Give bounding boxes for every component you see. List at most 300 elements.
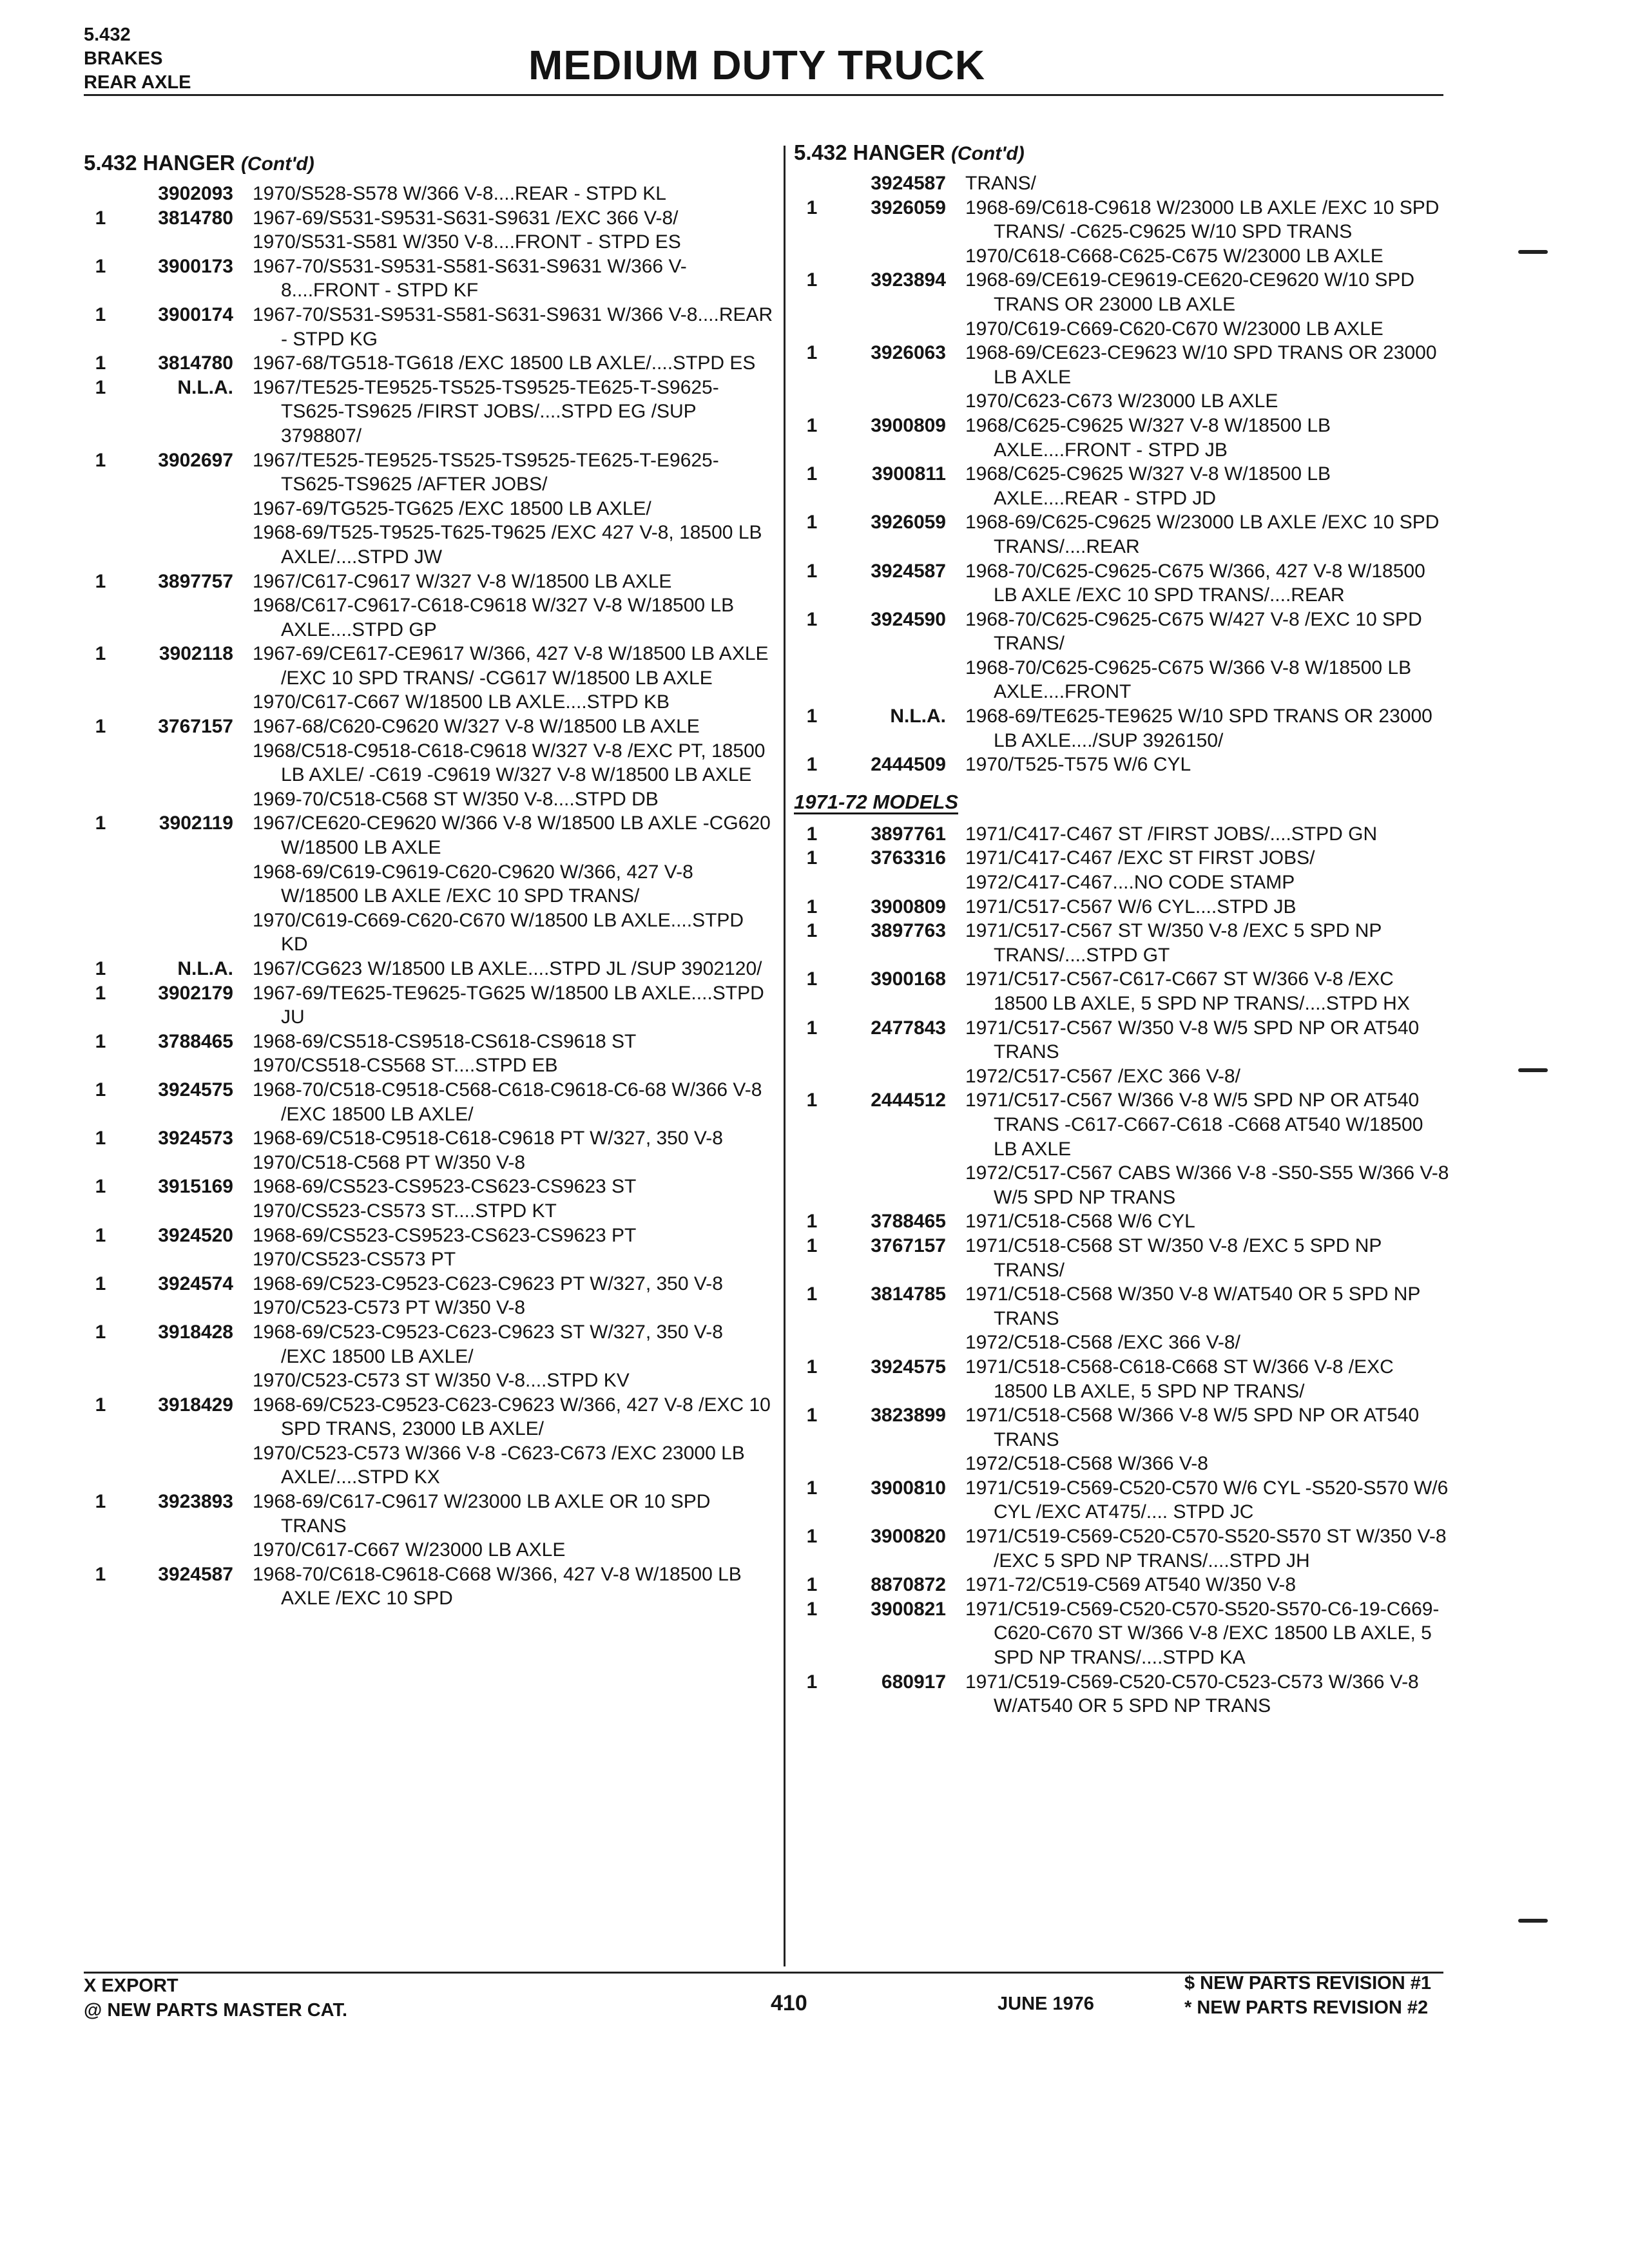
part-entry bbox=[84, 1126, 773, 1175]
column-divider bbox=[784, 146, 786, 1966]
application-line: 1971/C417-C467 ST /FIRST JOBS/....STPD GN bbox=[965, 823, 1378, 845]
application-line: 1968-69/C523-C9523-C623-C9623 ST W/327, 350 V-8 /EXC 18500 LB AXLE/ bbox=[253, 1321, 723, 1367]
part-application bbox=[965, 559, 1451, 608]
application-line: 1971/C518-C568 W/6 CYL bbox=[965, 1211, 1195, 1233]
part-quantity: 1 bbox=[806, 512, 818, 533]
part-application bbox=[965, 919, 1451, 967]
part-entry bbox=[794, 341, 1451, 414]
application-line: 1972/C417-C467....NO CODE STAMP bbox=[965, 872, 1295, 894]
part-entry bbox=[794, 822, 1451, 847]
part-number: 2477843 bbox=[871, 1017, 946, 1039]
part-quantity: 1 bbox=[806, 463, 818, 485]
part-entry bbox=[84, 1562, 773, 1611]
part-application bbox=[253, 255, 773, 303]
page-header-labels bbox=[84, 23, 191, 95]
part-application bbox=[253, 1224, 773, 1272]
application-line: 1970/C523-C573 PT W/350 V-8 bbox=[253, 1297, 526, 1319]
part-application bbox=[965, 196, 1451, 269]
application-line: 1970/C518-C568 PT W/350 V-8 bbox=[253, 1151, 526, 1173]
part-entry bbox=[794, 919, 1451, 967]
part-application bbox=[253, 642, 773, 715]
application-line: 1967-70/S531-S9531-S581-S631-S9631 W/366 V-8....REAR - STPD KG bbox=[253, 303, 773, 350]
part-application bbox=[965, 341, 1451, 414]
part-quantity: 1 bbox=[95, 982, 106, 1004]
part-entry bbox=[84, 1224, 773, 1272]
part-application bbox=[253, 1272, 773, 1320]
part-application bbox=[965, 1597, 1451, 1670]
part-entry bbox=[794, 1670, 1451, 1718]
application-line: 1972/C517-C567 CABS W/366 V-8 -S50-S55 W/366 V-8 W/5 SPD NP TRANS bbox=[965, 1162, 1449, 1208]
section-code: 5.432 bbox=[84, 24, 131, 45]
application-line: 1970/C617-C667 W/23000 LB AXLE bbox=[253, 1539, 566, 1561]
part-number: 3767157 bbox=[158, 716, 233, 738]
application-line: 1971/C519-C569-C520-C570 W/6 CYL -S520-S570 W/6 CYL /EXC AT475/.... STPD JC bbox=[965, 1477, 1449, 1523]
application-line: 1968-69/C617-C9617 W/23000 LB AXLE OR 10 SPD TRANS bbox=[253, 1491, 711, 1537]
application-line: 1971-72/C519-C569 AT540 W/350 V-8 bbox=[965, 1574, 1296, 1596]
part-application bbox=[253, 303, 773, 351]
part-application bbox=[253, 715, 773, 811]
application-line: 1970/CS523-CS573 PT bbox=[253, 1249, 456, 1271]
part-application bbox=[253, 1320, 773, 1393]
header-divider bbox=[84, 94, 1443, 96]
part-entry bbox=[794, 414, 1451, 462]
part-quantity: 1 bbox=[95, 1321, 106, 1343]
part-application bbox=[965, 822, 1451, 847]
part-number: 3902119 bbox=[159, 812, 233, 834]
part-number: 3902118 bbox=[159, 643, 233, 665]
application-line: 1971/C518-C568 ST W/350 V-8 /EXC 5 SPD NP TRANS/ bbox=[965, 1235, 1382, 1281]
part-number: 3900811 bbox=[871, 463, 946, 485]
part-number: 3814780 bbox=[158, 352, 233, 374]
margin-tick-mark bbox=[1518, 1919, 1548, 1923]
part-application bbox=[253, 1562, 773, 1611]
part-quantity: 1 bbox=[95, 570, 106, 592]
application-line: 1967-68/C620-C9620 W/327 V-8 W/18500 LB AXLE bbox=[253, 716, 700, 738]
part-number: 3902093 bbox=[158, 183, 233, 204]
part-number: 3924590 bbox=[871, 608, 946, 630]
part-number: N.L.A. bbox=[890, 706, 946, 727]
application-line: 1968/C625-C9625 W/327 V-8 W/18500 LB AXLE....FRONT - STPD JB bbox=[965, 414, 1331, 461]
part-quantity: 1 bbox=[806, 560, 818, 582]
part-number: 3923894 bbox=[871, 269, 946, 291]
application-line: 1968-69/C523-C9523-C623-C9623 W/366, 427 V-8 /EXC 10 SPD TRANS, 23000 LB AXLE/ bbox=[253, 1394, 771, 1440]
part-entry bbox=[794, 967, 1451, 1015]
application-line: TRANS/ bbox=[965, 173, 1037, 194]
part-entry bbox=[84, 303, 773, 351]
application-line: 1967-69/S531-S9531-S631-S9631 /EXC 366 V-8/ bbox=[253, 207, 679, 229]
part-number: 3924587 bbox=[871, 560, 946, 582]
application-line: 1968-69/T525-T9525-T625-T9625 /EXC 427 V-8, 18500 LB AXLE/....STPD JW bbox=[253, 522, 762, 568]
part-quantity: 1 bbox=[806, 608, 818, 630]
part-application bbox=[965, 1355, 1451, 1403]
part-entry bbox=[794, 704, 1451, 753]
part-application bbox=[965, 753, 1451, 777]
part-application bbox=[253, 376, 773, 448]
part-quantity: 1 bbox=[806, 1477, 818, 1499]
part-quantity: 1 bbox=[806, 968, 818, 990]
part-number: 3902697 bbox=[158, 449, 233, 471]
application-line: 1968-69/CE619-CE9619-CE620-CE9620 W/10 SPD TRANS OR 23000 LB AXLE bbox=[965, 269, 1415, 315]
application-line: 1971/C518-C568-C618-C668 ST W/366 V-8 /EXC 18500 LB AXLE, 5 SPD NP TRANS/ bbox=[965, 1356, 1394, 1402]
part-number: 3900820 bbox=[871, 1526, 946, 1548]
part-entry bbox=[84, 1175, 773, 1223]
part-application bbox=[965, 1476, 1451, 1524]
part-application bbox=[253, 1030, 773, 1078]
part-number: 3915169 bbox=[158, 1176, 233, 1198]
part-entry bbox=[794, 1597, 1451, 1670]
application-line: 1968-69/C618-C9618 W/23000 LB AXLE /EXC 10 SPD TRANS/ -C625-C9625 W/10 SPD TRANS bbox=[965, 197, 1440, 243]
part-entry bbox=[84, 570, 773, 642]
part-number: 3918428 bbox=[158, 1321, 233, 1343]
application-line: 1970/C523-C573 W/366 V-8 -C623-C673 /EXC 23000 LB AXLE/....STPD KX bbox=[253, 1442, 745, 1488]
footer-date: JUNE 1976 bbox=[998, 1994, 1094, 2014]
part-entry bbox=[84, 1320, 773, 1393]
part-number: 3902179 bbox=[158, 982, 233, 1004]
footer-revision-1: $ NEW PARTS REVISION #1 bbox=[1184, 1973, 1431, 1994]
part-number: 3926059 bbox=[871, 512, 946, 533]
part-quantity: 1 bbox=[95, 352, 106, 374]
part-entry bbox=[794, 895, 1451, 919]
part-entry bbox=[84, 1393, 773, 1490]
part-number: 3918429 bbox=[158, 1394, 233, 1416]
part-quantity: 1 bbox=[806, 1235, 818, 1256]
part-entry bbox=[794, 1573, 1451, 1597]
application-line: 1967/TE525-TE9525-TS525-TS9525-TE625-T-S9625-TS625-TS9625 /FIRST JOBS/....STPD EG /SUP 3798807/ bbox=[253, 376, 719, 447]
application-line: 1968-70/C618-C9618-C668 W/366, 427 V-8 W/18500 LB AXLE /EXC 10 SPD bbox=[253, 1563, 742, 1610]
application-line: 1967-69/TE625-TE9625-TG625 W/18500 LB AXLE....STPD JU bbox=[253, 982, 764, 1028]
part-entry bbox=[84, 811, 773, 957]
part-number: 3897763 bbox=[871, 920, 946, 942]
margin-tick-mark bbox=[1518, 250, 1548, 254]
part-entry bbox=[794, 1209, 1451, 1234]
footer-master-cat-note: @ NEW PARTS MASTER CAT. bbox=[84, 2000, 348, 2021]
part-entry bbox=[794, 559, 1451, 608]
application-line: 1967/CE620-CE9620 W/366 V-8 W/18500 LB AXLE -CG620 W/18500 LB AXLE bbox=[253, 812, 771, 859]
application-line: 1972/C518-C568 W/366 V-8 bbox=[965, 1453, 1208, 1475]
part-number: 3924574 bbox=[158, 1273, 233, 1294]
part-quantity: 1 bbox=[95, 716, 106, 738]
application-line: 1967/TE525-TE9525-TS525-TS9525-TE625-T-E9625-TS625-TS9625 /AFTER JOBS/ bbox=[253, 449, 719, 495]
part-entry bbox=[84, 642, 773, 715]
part-quantity: 1 bbox=[95, 1273, 106, 1294]
application-line: 1970/C523-C573 ST W/350 V-8....STPD KV bbox=[253, 1370, 630, 1392]
application-line: 1967/C617-C9617 W/327 V-8 W/18500 LB AXLE bbox=[253, 570, 672, 592]
part-number: 3814780 bbox=[158, 207, 233, 229]
part-number: 3900821 bbox=[871, 1598, 946, 1620]
part-entry bbox=[794, 753, 1451, 777]
part-quantity: 1 bbox=[806, 1526, 818, 1548]
application-line: 1970/C619-C669-C620-C670 W/18500 LB AXLE....STPD KD bbox=[253, 909, 744, 956]
part-number: 3814785 bbox=[871, 1283, 946, 1305]
part-number: 3924587 bbox=[871, 173, 946, 194]
part-entry bbox=[84, 1078, 773, 1126]
part-quantity bbox=[84, 182, 117, 206]
part-application bbox=[253, 1393, 773, 1490]
application-line: 1969-70/C518-C568 ST W/350 V-8....STPD DB bbox=[253, 788, 659, 810]
application-line: 1968/C518-C9518-C618-C9618 W/327 V-8 /EXC PT, 18500 LB AXLE/ -C619 -C9619 W/327 V-8 W/18500 LB AXLE bbox=[253, 740, 766, 786]
part-application bbox=[965, 846, 1451, 894]
application-line: 1968/C625-C9625 W/327 V-8 W/18500 LB AXLE....REAR - STPD JD bbox=[965, 463, 1331, 509]
part-application bbox=[965, 1573, 1451, 1597]
application-line: 1968-69/C523-C9523-C623-C9623 PT W/327, 350 V-8 bbox=[253, 1273, 723, 1294]
part-application bbox=[965, 268, 1451, 341]
part-application bbox=[965, 608, 1451, 704]
part-application bbox=[253, 811, 773, 957]
part-number: 3788465 bbox=[158, 1030, 233, 1052]
part-application bbox=[253, 570, 773, 642]
application-line: 1968-69/C625-C9625 W/23000 LB AXLE /EXC 10 SPD TRANS/....REAR bbox=[965, 512, 1440, 557]
part-number: 3900174 bbox=[158, 303, 233, 325]
part-application bbox=[965, 1670, 1451, 1718]
application-line: 1968/C617-C9617-C618-C9618 W/327 V-8 W/18500 LB AXLE....STPD GP bbox=[253, 595, 735, 640]
part-quantity: 1 bbox=[806, 197, 818, 218]
part-entry bbox=[794, 1355, 1451, 1403]
application-line: 1967-69/CE617-CE9617 W/366, 427 V-8 W/18500 LB AXLE /EXC 10 SPD TRANS/ -CG617 W/18500 LB AXLE bbox=[253, 643, 769, 689]
application-line: 1970/CS518-CS568 ST....STPD EB bbox=[253, 1055, 558, 1077]
part-entry bbox=[794, 1476, 1451, 1524]
part-number: 3900809 bbox=[871, 896, 946, 918]
part-entry bbox=[84, 182, 773, 206]
part-number: 3900810 bbox=[871, 1477, 946, 1499]
part-number: N.L.A. bbox=[177, 376, 233, 398]
part-entry bbox=[84, 1272, 773, 1320]
footer-export-note: X EXPORT bbox=[84, 1975, 178, 1996]
application-line: 1971/C417-C467 /EXC ST FIRST JOBS/ bbox=[965, 847, 1315, 869]
part-quantity: 1 bbox=[95, 1128, 106, 1149]
part-application bbox=[253, 1490, 773, 1562]
application-line: 1971/C519-C569-C520-C570-C523-C573 W/366 V-8 W/AT540 OR 5 SPD NP TRANS bbox=[965, 1671, 1419, 1717]
part-entry bbox=[794, 171, 1451, 196]
application-line: 1970/S531-S581 W/350 V-8....FRONT - STPD ES bbox=[253, 231, 681, 253]
part-quantity: 1 bbox=[95, 303, 106, 325]
part-entry bbox=[84, 957, 773, 981]
application-line: 1971/C518-C568 W/366 V-8 W/5 SPD NP OR AT540 TRANS bbox=[965, 1405, 1420, 1450]
part-quantity: 1 bbox=[806, 847, 818, 869]
application-line: 1967-69/TG525-TG625 /EXC 18500 LB AXLE/ bbox=[253, 497, 651, 519]
part-quantity: 1 bbox=[95, 376, 106, 398]
application-line: 1967/CG623 W/18500 LB AXLE....STPD JL /SUP 3902120/ bbox=[253, 958, 762, 979]
part-number: 3924520 bbox=[158, 1224, 233, 1246]
application-line: 1968-69/CE623-CE9623 W/10 SPD TRANS OR 23000 LB AXLE bbox=[965, 342, 1437, 388]
application-line: 1967-68/TG518-TG618 /EXC 18500 LB AXLE/....STPD ES bbox=[253, 352, 756, 374]
part-entry bbox=[84, 715, 773, 811]
part-entry bbox=[84, 206, 773, 255]
part-entry bbox=[84, 376, 773, 448]
part-quantity: 1 bbox=[806, 823, 818, 845]
application-line: 1968-69/CS523-CS9523-CS623-CS9623 PT bbox=[253, 1224, 637, 1246]
part-entry bbox=[84, 981, 773, 1030]
part-quantity bbox=[794, 171, 830, 196]
part-application bbox=[253, 1078, 773, 1126]
part-entry bbox=[794, 196, 1451, 269]
part-number: 3924575 bbox=[871, 1356, 946, 1378]
application-line: 1971/C517-C567 ST W/350 V-8 /EXC 5 SPD NP TRANS/....STPD GT bbox=[965, 920, 1382, 966]
part-quantity: 1 bbox=[95, 1224, 106, 1246]
application-line: 1968-69/C518-C9518-C618-C9618 PT W/327, 350 V-8 bbox=[253, 1128, 723, 1149]
part-quantity: 1 bbox=[806, 342, 818, 364]
part-entry bbox=[84, 351, 773, 376]
part-number: 3924573 bbox=[158, 1128, 233, 1149]
part-number: 3767157 bbox=[871, 1235, 946, 1256]
part-number: 3788465 bbox=[871, 1211, 946, 1233]
margin-tick-mark bbox=[1518, 1068, 1548, 1072]
part-quantity: 1 bbox=[806, 1671, 818, 1693]
group-label: BRAKES bbox=[84, 48, 163, 69]
part-quantity: 1 bbox=[806, 754, 818, 776]
part-number: 3924587 bbox=[158, 1563, 233, 1585]
application-line: 1971/C517-C567-C617-C667 ST W/366 V-8 /EXC 18500 LB AXLE, 5 SPD NP TRANS/....STPD HX bbox=[965, 968, 1410, 1014]
part-application bbox=[965, 704, 1451, 753]
part-application bbox=[965, 1524, 1451, 1573]
part-application bbox=[965, 171, 1451, 196]
part-application bbox=[965, 1403, 1451, 1476]
part-application bbox=[965, 414, 1451, 462]
section-cont-label: (Cont'd) bbox=[950, 143, 1025, 164]
part-quantity: 1 bbox=[806, 269, 818, 291]
part-quantity: 1 bbox=[95, 1394, 106, 1416]
application-line: 1968-70/C625-C9625-C675 W/366 V-8 W/18500 LB AXLE....FRONT bbox=[965, 657, 1412, 703]
application-line: 1970/C619-C669-C620-C670 W/23000 LB AXLE bbox=[965, 318, 1383, 340]
part-number: 3900173 bbox=[158, 255, 233, 277]
left-column bbox=[84, 151, 773, 1611]
application-line: 1970/T525-T575 W/6 CYL bbox=[965, 754, 1191, 776]
part-number: 3926063 bbox=[871, 342, 946, 364]
part-quantity: 1 bbox=[806, 1090, 818, 1111]
right-column bbox=[794, 140, 1451, 1718]
part-entry bbox=[84, 1030, 773, 1078]
application-line: 1971/C518-C568 W/350 V-8 W/AT540 OR 5 SPD NP TRANS bbox=[965, 1283, 1420, 1329]
part-application bbox=[253, 182, 773, 206]
part-quantity: 1 bbox=[806, 414, 818, 436]
part-number: 2444512 bbox=[871, 1090, 946, 1111]
application-line: 1968-69/TE625-TE9625 W/10 SPD TRANS OR 23000 LB AXLE..../SUP 3926150/ bbox=[965, 706, 1432, 751]
part-application bbox=[965, 1209, 1451, 1234]
part-application bbox=[253, 448, 773, 570]
part-quantity: 1 bbox=[806, 1405, 818, 1427]
part-quantity: 1 bbox=[95, 1563, 106, 1585]
part-application bbox=[253, 981, 773, 1030]
models-subheading bbox=[794, 777, 1451, 822]
application-line: 1968-70/C625-C9625-C675 W/366, 427 V-8 W/18500 LB AXLE /EXC 10 SPD TRANS/....REAR bbox=[965, 560, 1425, 606]
part-entry bbox=[794, 1524, 1451, 1573]
part-entry bbox=[794, 1282, 1451, 1355]
part-application bbox=[965, 462, 1451, 510]
part-number: 3924575 bbox=[158, 1079, 233, 1100]
part-quantity: 1 bbox=[95, 812, 106, 834]
application-line: 1970/C623-C673 W/23000 LB AXLE bbox=[965, 390, 1278, 412]
part-number: 3900168 bbox=[871, 968, 946, 990]
part-quantity: 1 bbox=[806, 1283, 818, 1305]
part-quantity: 1 bbox=[95, 643, 106, 665]
application-line: 1968-70/C625-C9625-C675 W/427 V-8 /EXC 10 SPD TRANS/ bbox=[965, 608, 1422, 655]
part-quantity: 1 bbox=[806, 1356, 818, 1378]
part-entry bbox=[794, 1016, 1451, 1089]
application-line: 1972/C518-C568 /EXC 366 V-8/ bbox=[965, 1332, 1240, 1354]
part-entry bbox=[794, 1088, 1451, 1209]
part-quantity: 1 bbox=[806, 1574, 818, 1596]
part-application bbox=[965, 895, 1451, 919]
part-entry bbox=[794, 1403, 1451, 1476]
part-number: 3823899 bbox=[871, 1405, 946, 1427]
part-quantity: 1 bbox=[95, 1491, 106, 1513]
part-entry bbox=[84, 1490, 773, 1562]
part-application bbox=[253, 1175, 773, 1223]
part-quantity: 1 bbox=[806, 896, 818, 918]
part-application bbox=[253, 957, 773, 981]
part-number: 3763316 bbox=[871, 847, 946, 869]
part-application bbox=[965, 510, 1451, 559]
application-line: 1971/C517-C567 W/6 CYL....STPD JB bbox=[965, 896, 1296, 918]
part-quantity: 1 bbox=[806, 920, 818, 942]
section-cont-label: (Cont'd) bbox=[240, 153, 314, 175]
part-number: N.L.A. bbox=[177, 958, 233, 979]
application-line: 1970/S528-S578 W/366 V-8....REAR - STPD KL bbox=[253, 183, 666, 204]
part-entry bbox=[84, 255, 773, 303]
application-line: 1968-69/C619-C9619-C620-C9620 W/366, 427 V-8 W/18500 LB AXLE /EXC 10 SPD TRANS/ bbox=[253, 861, 693, 907]
parts-list bbox=[84, 182, 773, 1611]
part-quantity: 1 bbox=[95, 207, 106, 229]
section-heading bbox=[84, 151, 773, 182]
part-number: 3897761 bbox=[871, 823, 946, 845]
application-line: 1968-69/CS518-CS9518-CS618-CS9618 ST bbox=[253, 1030, 637, 1052]
part-number: 3923893 bbox=[158, 1491, 233, 1513]
parts-list bbox=[794, 822, 1451, 1718]
part-quantity: 1 bbox=[806, 1017, 818, 1039]
part-quantity: 1 bbox=[95, 1030, 106, 1052]
part-application bbox=[965, 1282, 1451, 1355]
page-title: MEDIUM DUTY TRUCK bbox=[528, 42, 986, 88]
application-line: 1968-69/CS523-CS9523-CS623-CS9623 ST bbox=[253, 1176, 637, 1198]
application-line: 1971/C519-C569-C520-C570-S520-S570 ST W/350 V-8 /EXC 5 SPD NP TRANS/....STPD JH bbox=[965, 1526, 1447, 1571]
part-quantity: 1 bbox=[806, 1598, 818, 1620]
part-quantity: 1 bbox=[95, 449, 106, 471]
page-number: 410 bbox=[771, 1991, 807, 2015]
part-number: 680917 bbox=[881, 1671, 946, 1693]
application-line: 1971/C519-C569-C520-C570-S520-S570-C6-19-C669-C620-C670 ST W/366 V-8 /EXC 18500 LB AXLE, 5 SPD NP TRANS/....STPD KA bbox=[965, 1598, 1440, 1669]
parts-list bbox=[794, 171, 1451, 777]
application-line: 1971/C517-C567 W/350 V-8 W/5 SPD NP OR AT540 TRANS bbox=[965, 1017, 1420, 1063]
part-entry bbox=[794, 510, 1451, 559]
application-line: 1970/C617-C667 W/18500 LB AXLE....STPD KB bbox=[253, 691, 670, 713]
part-entry bbox=[794, 268, 1451, 341]
section-heading-text: 5.432 HANGER bbox=[794, 140, 945, 164]
part-number: 3900809 bbox=[871, 414, 946, 436]
application-line: 1971/C517-C567 W/366 V-8 W/5 SPD NP OR AT540 TRANS -C617-C667-C618 -C668 AT540 W/18500 LB AXLE bbox=[965, 1090, 1423, 1160]
application-line: 1970/CS523-CS573 ST....STPD KT bbox=[253, 1200, 557, 1222]
part-application bbox=[965, 967, 1451, 1015]
part-quantity: 1 bbox=[95, 255, 106, 277]
part-number: 2444509 bbox=[871, 754, 946, 776]
models-subheading-text: 1971-72 MODELS bbox=[794, 790, 958, 813]
section-heading bbox=[794, 140, 1451, 171]
part-application bbox=[253, 1126, 773, 1175]
part-number: 3897757 bbox=[158, 570, 233, 592]
part-quantity: 1 bbox=[806, 706, 818, 727]
part-application bbox=[965, 1088, 1451, 1209]
application-line: 1972/C517-C567 /EXC 366 V-8/ bbox=[965, 1065, 1240, 1087]
part-application bbox=[253, 206, 773, 255]
part-quantity: 1 bbox=[95, 958, 106, 979]
part-quantity: 1 bbox=[95, 1176, 106, 1198]
part-quantity: 1 bbox=[95, 1079, 106, 1100]
part-number: 3926059 bbox=[871, 197, 946, 218]
part-entry bbox=[84, 448, 773, 570]
subgroup-label: REAR AXLE bbox=[84, 72, 191, 93]
application-line: 1968-70/C518-C9518-C568-C618-C9618-C6-68 W/366 V-8 /EXC 18500 LB AXLE/ bbox=[253, 1079, 762, 1125]
part-quantity: 1 bbox=[806, 1211, 818, 1233]
part-application bbox=[965, 1234, 1451, 1282]
part-entry bbox=[794, 846, 1451, 894]
